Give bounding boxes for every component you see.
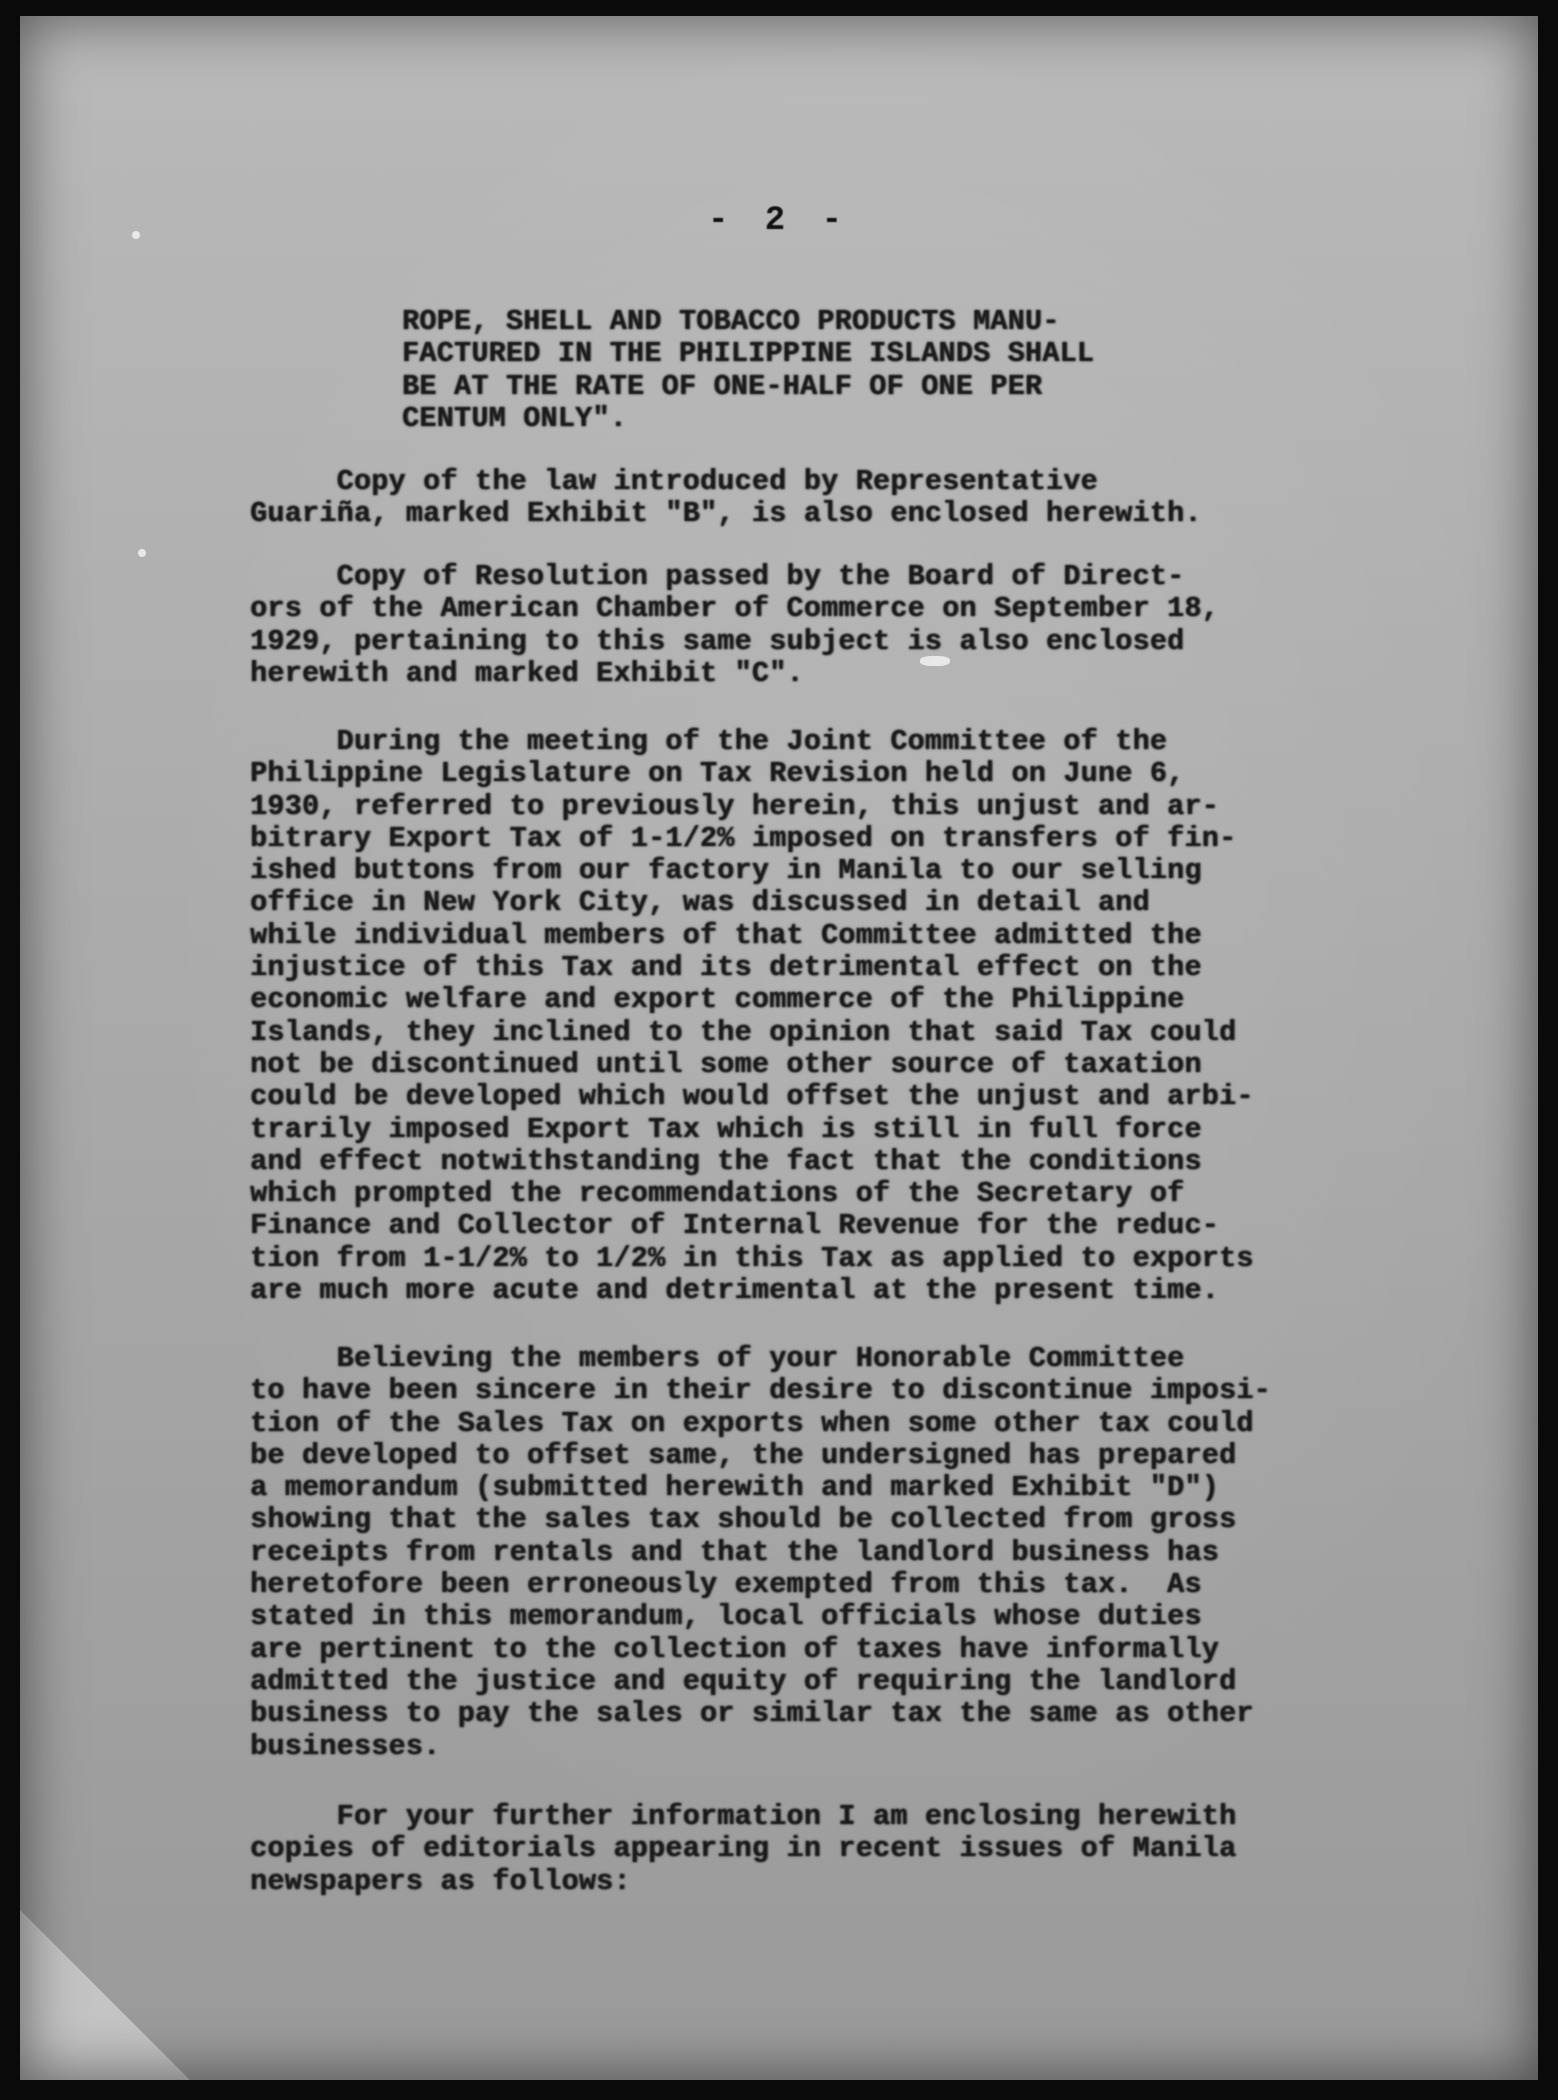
quoted-text-continuation: ROPE, SHELL AND TOBACCO PRODUCTS MANU- FACTURED IN THE PHILIPPINE ISLANDS SHALL BE AT THE RATE OF ONE-HALF OF ONE PER CENTUM ONLY". (402, 305, 1095, 435)
film-speck (138, 549, 146, 557)
paragraph-exhibit-c: Copy of Resolution passed by the Board of Direct- ors of the American Chamber of Commerce on September 18, 1929, pertaining to this same subject is also enclosed herewith and marked Exhibit "C". (250, 560, 1219, 690)
document-page (20, 16, 1538, 2080)
folded-corner (20, 1910, 190, 2080)
paragraph-memorandum: Believing the members of your Honorable Committee to have been sincere in their desire to discontinue imposi- tion of the Sales Tax on exports when some other tax could be developed to offset same, the undersigned has prepared a memorandum (submitted herewith and marked Exhibit "D") showing that the sales tax should be collected from gross receipts from rentals and that the landlord business has heretofore been erroneously exempted from this tax. As stated in this memorandum, local officials whose duties are pertinent to the collection of taxes have informally admitted the justice and equity of requiring the landlord business to pay the sales or similar tax the same as other businesses. (250, 1342, 1271, 1763)
paragraph-joint-committee: During the meeting of the Joint Committee of the Philippine Legislature on Tax Revision held on June 6, 1930, referred to previously herein, this unjust and ar- bitrary Export Tax of 1-1/2% imposed on transfers of fin- ished buttons from our factory in Manila to our selling office in New York City, was discussed in detail and while individual members of that Committee admitted the injustice of this Tax and its detrimental effect on the economic welfare and export commerce of the Philippine Islands, they inclined to the opinion that said Tax could not be discontinued until some other source of taxation could be developed which would offset the unjust and arbi- trarily imposed Export Tax which is still in full force and effect notwithstanding the fact that the conditions which prompted the recommendations of the Secretary of Finance and Collector of Internal Revenue for the reduc- tion from 1-1/2% to 1/2% in this Tax as applied to exports are much more acute and detrimental at the present time. (250, 725, 1254, 1308)
page-number: - 2 - (707, 202, 851, 240)
paragraph-exhibit-b: Copy of the law introduced by Representative Guariña, marked Exhibit "B", is also enclosed herewith. (250, 465, 1202, 531)
paragraph-editorials: For your further information I am enclosing herewith copies of editorials appearing in recent issues of Manila newspapers as follows: (250, 1800, 1237, 1898)
